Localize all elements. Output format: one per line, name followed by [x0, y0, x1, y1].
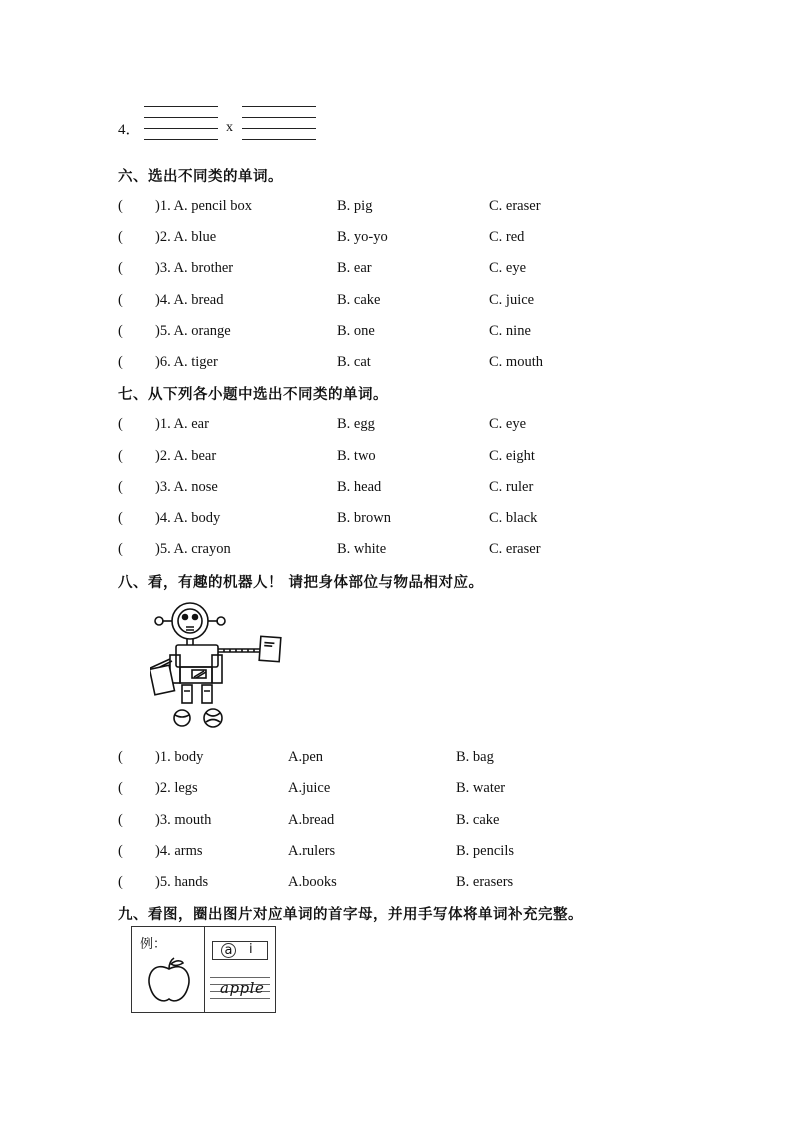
- body-part: )1. body: [155, 749, 204, 765]
- option-b: B. pig: [337, 198, 373, 214]
- letter-choice-box: [212, 941, 268, 960]
- option-b: B. pencils: [456, 843, 514, 859]
- option-a: A.pen: [288, 749, 324, 765]
- option-a: )2. A. bear: [155, 448, 217, 464]
- option-a: )3. A. nose: [155, 479, 218, 495]
- option-a: )5. A. orange: [155, 323, 231, 339]
- writing-lines-right[interactable]: [242, 106, 316, 150]
- option-c: C. eraser: [489, 198, 541, 214]
- answer-paren[interactable]: (: [118, 874, 123, 890]
- option-a: )5. A. crayon: [155, 541, 231, 557]
- robot-illustration: [150, 597, 290, 733]
- answer-paren[interactable]: (: [118, 354, 123, 370]
- option-c: C. eraser: [489, 541, 541, 557]
- body-part: )4. arms: [155, 843, 203, 859]
- answer-paren[interactable]: (: [118, 292, 123, 308]
- option-b: B. two: [337, 448, 376, 464]
- option-c: C. eye: [489, 416, 527, 432]
- option-c: C. juice: [489, 292, 535, 308]
- answer-paren[interactable]: (: [118, 510, 123, 526]
- option-b: B. cat: [337, 354, 371, 370]
- option-b: B. one: [337, 323, 375, 339]
- section-7-heading: 七、从下列各小题中选出不同类的单词。: [118, 387, 388, 403]
- option-a: )4. A. body: [155, 510, 221, 526]
- option-a: )1. A. ear: [155, 416, 209, 432]
- option-b: B. head: [337, 479, 382, 495]
- body-part: )3. mouth: [155, 812, 212, 828]
- option-b: B. egg: [337, 416, 375, 432]
- option-c: C. nine: [489, 323, 531, 339]
- answer-paren[interactable]: (: [118, 323, 123, 339]
- option-b: B. water: [456, 780, 506, 796]
- option-c: C. eye: [489, 260, 527, 276]
- section-6-heading: 六、选出不同类的单词。: [118, 169, 283, 185]
- option-b: B. white: [337, 541, 387, 557]
- answer-paren[interactable]: (: [118, 843, 123, 859]
- handwritten-word: apple: [220, 979, 265, 997]
- option-c: C. eight: [489, 448, 535, 464]
- option-b: B. cake: [337, 292, 381, 308]
- option-a: )1. A. pencil box: [155, 198, 253, 214]
- example-label: 例：: [140, 937, 167, 952]
- circled-letter-a: a: [221, 943, 236, 958]
- answer-paren[interactable]: (: [118, 780, 123, 796]
- section-9-heading: 九、看图，圈出图片对应单词的首字母，并用手写体将单词补充完整。: [118, 907, 583, 923]
- option-c: C. mouth: [489, 354, 543, 370]
- body-part: )5. hands: [155, 874, 209, 890]
- question-4-number: 4．: [118, 122, 141, 138]
- option-c: C. ruler: [489, 479, 534, 495]
- option-b: B. erasers: [456, 874, 514, 890]
- option-b: B. cake: [456, 812, 500, 828]
- body-part: )2. legs: [155, 780, 198, 796]
- answer-paren[interactable]: (: [118, 812, 123, 828]
- multiply-sign: x: [226, 120, 233, 135]
- option-a: )3. A. brother: [155, 260, 234, 276]
- answer-paren[interactable]: (: [118, 448, 123, 464]
- option-b: B. bag: [456, 749, 494, 765]
- apple-icon: [144, 957, 194, 1005]
- option-b: B. yo-yo: [337, 229, 388, 245]
- answer-paren[interactable]: (: [118, 479, 123, 495]
- answer-paren[interactable]: (: [118, 229, 123, 245]
- option-a: A.rulers: [288, 843, 336, 859]
- option-a: A.books: [288, 874, 337, 890]
- option-a: A.juice: [288, 780, 331, 796]
- answer-paren[interactable]: (: [118, 198, 123, 214]
- option-b: B. brown: [337, 510, 391, 526]
- example-box: [131, 926, 276, 1013]
- option-a: )6. A. tiger: [155, 354, 218, 370]
- option-a: )2. A. blue: [155, 229, 217, 245]
- option-c: C. black: [489, 510, 538, 526]
- option-a: )4. A. bread: [155, 292, 224, 308]
- writing-lines-left[interactable]: [144, 106, 218, 150]
- answer-paren[interactable]: (: [118, 541, 123, 557]
- option-b: B. ear: [337, 260, 372, 276]
- example-divider: [204, 927, 205, 1012]
- option-c: C. red: [489, 229, 525, 245]
- section-8-heading: 八、看，有趣的机器人！ 请把身体部位与物品相对应。: [118, 575, 484, 591]
- letter-i: i: [249, 942, 253, 957]
- answer-paren[interactable]: (: [118, 260, 123, 276]
- answer-paren[interactable]: (: [118, 416, 123, 432]
- answer-paren[interactable]: (: [118, 749, 123, 765]
- option-a: A.bread: [288, 812, 335, 828]
